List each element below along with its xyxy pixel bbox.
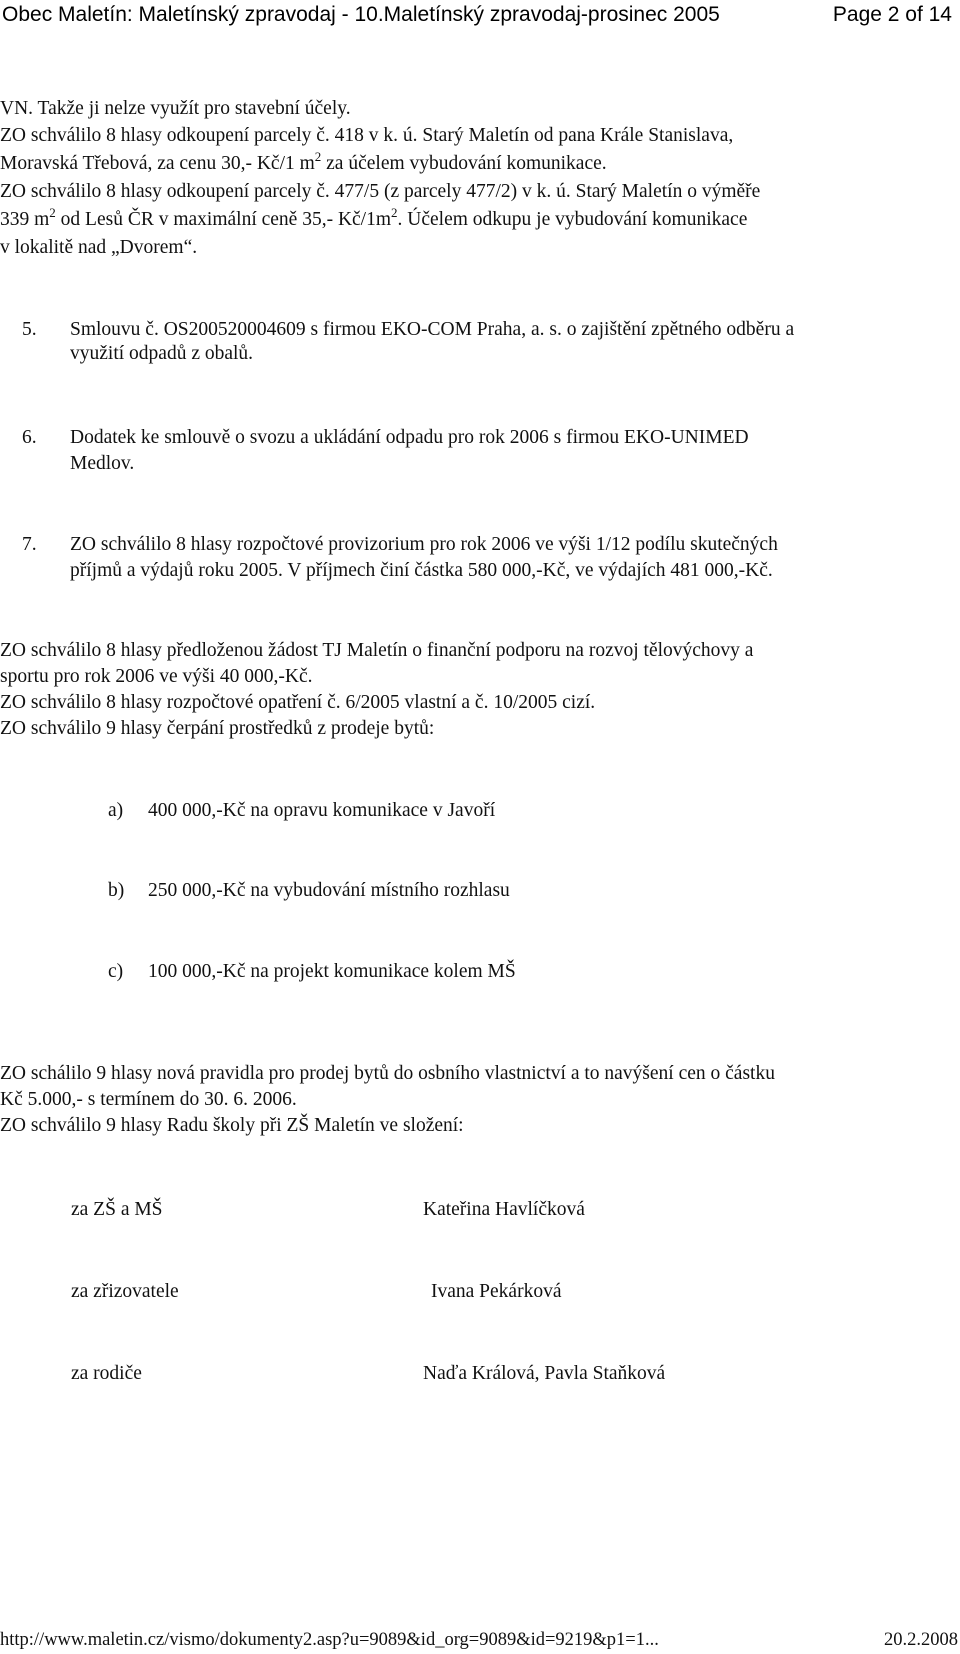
text-line: ZO schálilo 9 hlasy nová pravidla pro prodej bytů do osbního vlastnictví a to navýšení cen o částku: [0, 1063, 775, 1084]
text-line: ZO schválilo 8 hlasy odkoupení parcely č. 477/5 (z parcely 477/2) v k. ú. Starý Maletín o výměře: [0, 181, 761, 202]
source-url: http://www.maletin.cz/vismo/dokumenty2.asp?u=9089&id_org=9089&id=9219&p1=1...: [0, 1630, 659, 1650]
text-line: [0, 205, 748, 232]
text-line: [0, 149, 607, 176]
text-line: ZO schválilo 8 hlasy rozpočtové provizorium pro rok 2006 ve výši 1/12 podílu skutečných: [70, 534, 778, 555]
council-role: za zřizovatele: [71, 1281, 179, 1302]
council-role: za rodiče: [71, 1363, 142, 1384]
superscript: 2: [391, 205, 398, 220]
list-marker: a): [108, 800, 124, 821]
council-names: Kateřina Havlíčková: [423, 1199, 585, 1220]
page-header: [2, 2, 952, 34]
superscript: 2: [49, 205, 56, 220]
text-run: Moravská Třebová, za cenu 30,- Kč/1 m: [0, 153, 315, 174]
item-number: 7.: [22, 534, 37, 555]
text-line: Smlouvu č. OS200520004609 s firmou EKO-COM Praha, a. s. o zajištění zpětného odběru a: [70, 319, 795, 340]
item-number: 6.: [22, 427, 37, 448]
list-item: 250 000,-Kč na vybudování místního rozhlasu: [148, 880, 510, 901]
text-run: . Účelem odkupu je vybudování komunikace: [397, 209, 748, 230]
text-run: 339 m: [0, 209, 50, 230]
text-line: ZO schválilo 8 hlasy odkoupení parcely č. 418 v k. ú. Starý Maletín od pana Krále Stanislava,: [0, 125, 734, 146]
page-footer: [0, 1626, 958, 1654]
text-line: ZO schválilo 8 hlasy předloženou žádost TJ Maletín o finanční podporu na rozvoj tělovýchovy a: [0, 640, 754, 661]
text-line: příjmů a výdajů roku 2005. V příjmech činí částka 580 000,-Kč, ve výdajích 481 000,-Kč.: [70, 560, 773, 581]
text-line: ZO schválilo 9 hlasy Radu školy při ZŠ Maletín ve složení:: [0, 1115, 464, 1136]
text-line: VN. Takže ji nelze využít pro stavební účely.: [0, 98, 351, 119]
text-run: za účelem vybudování komunikace.: [321, 153, 607, 174]
text-line: v lokalitě nad „Dvorem“.: [0, 237, 198, 258]
list-item: 400 000,-Kč na opravu komunikace v Javoří: [148, 800, 496, 821]
text-line: ZO schválilo 8 hlasy rozpočtové opatření č. 6/2005 vlastní a č. 10/2005 cizí.: [0, 692, 596, 713]
page-number: Page 2 of 14: [832, 3, 952, 26]
council-role: za ZŠ a MŠ: [71, 1199, 163, 1220]
text-run: od Lesů ČR v maximální ceně 35,- Kč/1m: [55, 209, 392, 230]
print-date: 20.2.2008: [884, 1630, 958, 1650]
text-line: ZO schválilo 9 hlasy čerpání prostředků z prodeje bytů:: [0, 718, 435, 739]
text-line: Medlov.: [70, 453, 135, 474]
text-line: Dodatek ke smlouvě o svozu a ukládání odpadu pro rok 2006 s firmou EKO-UNIMED: [70, 427, 749, 448]
item-number: 5.: [22, 319, 37, 340]
superscript: 2: [314, 149, 322, 164]
text-line: sportu pro rok 2006 ve výši 40 000,-Kč.: [0, 666, 313, 687]
list-item: 100 000,-Kč na projekt komunikace kolem MŠ: [148, 961, 516, 982]
text-line: Kč 5.000,- s termínem do 30. 6. 2006.: [0, 1089, 297, 1110]
text-line: využití odpadů z obalů.: [70, 343, 254, 364]
list-marker: c): [108, 961, 124, 982]
document-title: Obec Maletín: Maletínský zpravodaj - 10.Maletínský zpravodaj-prosinec 2005: [2, 3, 720, 26]
council-names: Naďa Králová, Pavla Staňková: [423, 1363, 666, 1384]
list-marker: b): [108, 880, 125, 901]
council-names: Ivana Pekárková: [431, 1281, 562, 1302]
